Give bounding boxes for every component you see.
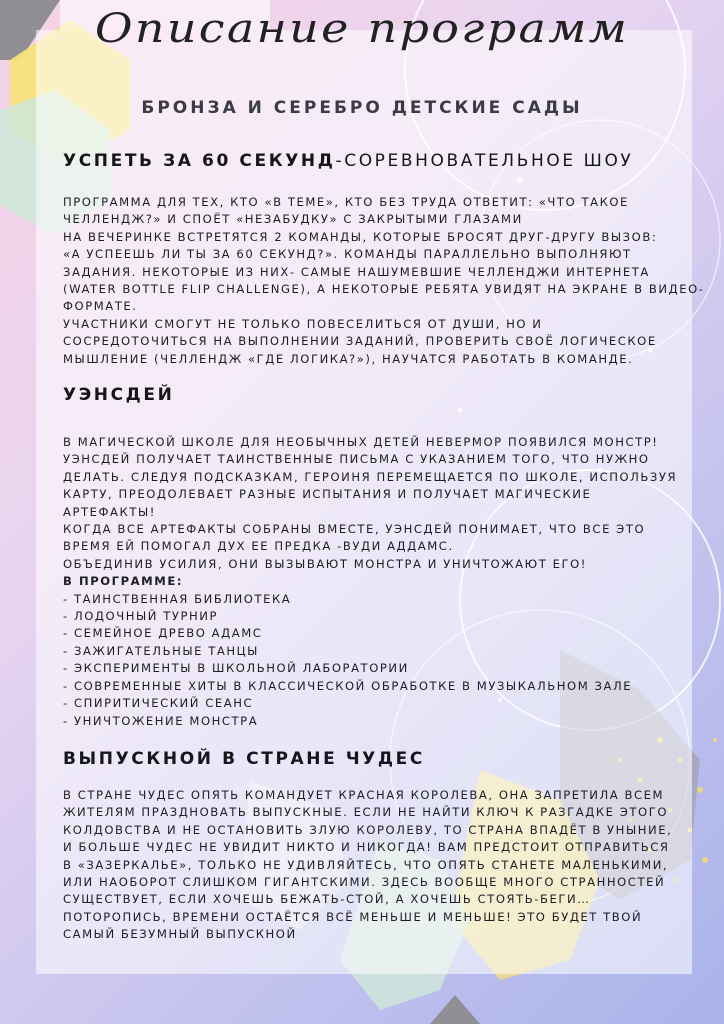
text-line: КОЛДОВСТВА И НЕ ОСТАНОВИТЬ ЗЛУЮ КОРОЛЕВУ, ТО СТРАНА ВПАДЁТ В УНЫНИЕ,	[63, 822, 673, 837]
text-line: САМЫЙ БЕЗУМНЫЙ ВЫПУСКНОЙ	[63, 927, 297, 942]
text-line: ПРОГРАММА ДЛЯ ТЕХ, КТО «В ТЕМЕ», КТО БЕЗ ТРУДА ОТВЕТИТ: «ЧТО ТАКОЕ	[63, 195, 629, 209]
text-line: ОБЪЕДИНИВ УСИЛИЯ, ОНИ ВЫЗЫВАЮТ МОНСТРА И УНИЧТОЖАЮТ ЕГО!	[63, 556, 587, 571]
text-line: «А УСПЕЕШЬ ЛИ ТЫ ЗА 60 СЕКУНД?». КОМАНДЫ ПАРАЛЛЕЛЬНО ВЫПОЛНЯЮТ	[63, 247, 632, 262]
page-title: Описание программ	[94, 6, 630, 52]
text-line: КАРТУ, ПРЕОДОЛЕВАЕТ РАЗНЫЕ ИСПЫТАНИЯ И ПОЛУЧАЕТ МАГИЧЕСКИЕ	[63, 487, 592, 502]
section-body-60-seconds	[63, 194, 705, 368]
program-item: - ЭКСПЕРИМЕНТЫ В ШКОЛЬНОЙ ЛАБОРАТОРИИ	[63, 661, 409, 676]
text-line: ВРЕМЯ ЕЙ ПОМОГАЛ ДУХ ЕЕ ПРЕДКА -ВУДИ АДДАМС.	[63, 539, 454, 554]
text-line: ЗАДАНИЯ. НЕКОТОРЫЕ ИЗ НИХ- САМЫЕ НАШУМЕВШИЕ ЧЕЛЛЕНДЖИ ИНТЕРНЕТА	[63, 264, 650, 279]
heading-bold-part: УСПЕТЬ ЗА 60 СЕКУНД	[63, 151, 336, 171]
page-subtitle: БРОНЗА И СЕРЕБРО ДЕТСКИЕ САДЫ	[141, 98, 583, 118]
program-label: В ПРОГРАММЕ:	[63, 574, 184, 589]
text-line: И БОЛЬШЕ ЧУДЕС НЕ УВИДИТ НИКТО И НИКОГДА! ВАМ ПРЕДСТОИТ ОТПРАВИТЬСЯ	[63, 840, 670, 855]
section-body-wonderland	[63, 787, 688, 944]
program-item: - ТАИНСТВЕННАЯ БИБЛИОТЕКА	[63, 591, 292, 606]
text-line: КОГДА ВСЕ АРТЕФАКТЫ СОБРАНЫ ВМЕСТЕ, УЭНСДЕЙ ПОНИМАЕТ, ЧТО ВСЕ ЭТО	[63, 522, 646, 537]
text-line: ДЕЛАТЬ. СЛЕДУЯ ПОДСКАЗКАМ, ГЕРОИНЯ ПЕРЕМЕЩАЕТСЯ ПО ШКОЛЕ, ИСПОЛЬЗУЯ	[63, 469, 678, 484]
text-line: (WATER BOTTLE FLIP CHALLENGE), А НЕКОТОРЫЕ РЕБЯТА УВИДЯТ НА ЭКРАНЕ В ВИДЕО-	[63, 282, 705, 297]
heading-light-part: -СОРЕВНОВАТЕЛЬНОЕ ШОУ	[335, 151, 634, 171]
text-line: УЭНСДЕЙ ПОЛУЧАЕТ ТАИНСТВЕННЫЕ ПИСЬМА С УКАЗАНИЕМ ТОГО, ЧТО НУЖНО	[63, 452, 650, 467]
text-line: ЖИТЕЛЯМ ПРАЗДНОВАТЬ ВЫПУСКНЫЕ. ЕСЛИ НЕ НАЙТИ КЛЮЧ К РАЗГАДКЕ ЭТОГО	[63, 805, 669, 820]
text-line: СУЩЕСТВУЕТ, ЕСЛИ ХОЧЕШЬ БЕЖАТЬ-СТОЙ, А ХОЧЕШЬ СТОЯТЬ-БЕГИ…	[63, 892, 591, 907]
program-item: - УНИЧТОЖЕНИЕ МОНСТРА	[63, 713, 259, 728]
text-line: В «ЗАЗЕРКАЛЬЕ», ТОЛЬКО НЕ УДИВЛЯЙТЕСЬ, ЧТО ОПЯТЬ СТАНЕТЕ МАЛЕНЬКИМИ,	[63, 857, 669, 872]
text-line: В СТРАНЕ ЧУДЕС ОПЯТЬ КОМАНДУЕТ КРАСНАЯ КОРОЛЕВА, ОНА ЗАПРЕТИЛА ВСЕМ	[63, 788, 665, 802]
program-item: - ЛОДОЧНЫЙ ТУРНИР	[63, 609, 219, 624]
text-line: В МАГИЧЕСКОЙ ШКОЛЕ ДЛЯ НЕОБЫЧНЫХ ДЕТЕЙ НЕВЕРМОР ПОЯВИЛСЯ МОНСТР!	[63, 435, 659, 449]
gray-triangle	[430, 995, 480, 1024]
section-body-wednesday	[63, 434, 688, 730]
text-line: АРТЕФАКТЫ!	[63, 504, 156, 519]
program-item: - СОВРЕМЕННЫЕ ХИТЫ В КЛАССИЧЕСКОЙ ОБРАБОТКЕ В МУЗЫКАЛЬНОМ ЗАЛЕ	[63, 678, 633, 693]
section-heading-60-seconds	[63, 151, 633, 171]
text-line: ИЛИ НАОБОРОТ СЛИШКОМ ГИГАНТСКИМИ. ЗДЕСЬ ВООБЩЕ МНОГО СТРАННОСТЕЙ	[63, 875, 666, 890]
text-line: ФОРМАТЕ.	[63, 299, 138, 314]
text-line: НА ВЕЧЕРИНКЕ ВСТРЕТЯТСЯ 2 КОМАНДЫ, КОТОРЫЕ БРОСЯТ ДРУГ-ДРУГУ ВЫЗОВ:	[63, 229, 658, 244]
program-item: - СЕМЕЙНОЕ ДРЕВО АДАМС	[63, 626, 263, 641]
section-heading-wednesday: УЭНСДЕЙ	[63, 385, 175, 405]
text-line: УЧАСТНИКИ СМОГУТ НЕ ТОЛЬКО ПОВЕСЕЛИТЬСЯ ОТ ДУШИ, НО И	[63, 316, 543, 331]
text-line: ЧЕЛЛЕНДЖ?» И СПОЁТ «НЕЗАБУДКУ» С ЗАКРЫТЫМИ ГЛАЗАМИ	[63, 212, 523, 227]
text-line: СОСРЕДОТОЧИТЬСЯ НА ВЫПОЛНЕНИИ ЗАДАНИЙ, ПРОВЕРИТЬ СВОЁ ЛОГИЧЕСКОЕ	[63, 334, 657, 349]
section-heading-wonderland: ВЫПУСКНОЙ В СТРАНЕ ЧУДЕС	[63, 749, 425, 769]
text-line: МЫШЛЕНИЕ (ЧЕЛЛЕНДЖ «ГДЕ ЛОГИКА?»), НАУЧАТСЯ РАБОТАТЬ В КОМАНДЕ.	[63, 351, 634, 366]
program-item: - ЗАЖИГАТЕЛЬНЫЕ ТАНЦЫ	[63, 643, 259, 658]
text-line: ПОТОРОПИСЬ, ВРЕМЕНИ ОСТАЁТСЯ ВСЁ МЕНЬШЕ И МЕНЬШЕ! ЭТО БУДЕТ ТВОЙ	[63, 909, 643, 924]
program-item: - СПИРИТИЧЕСКИЙ СЕАНС	[63, 696, 254, 711]
